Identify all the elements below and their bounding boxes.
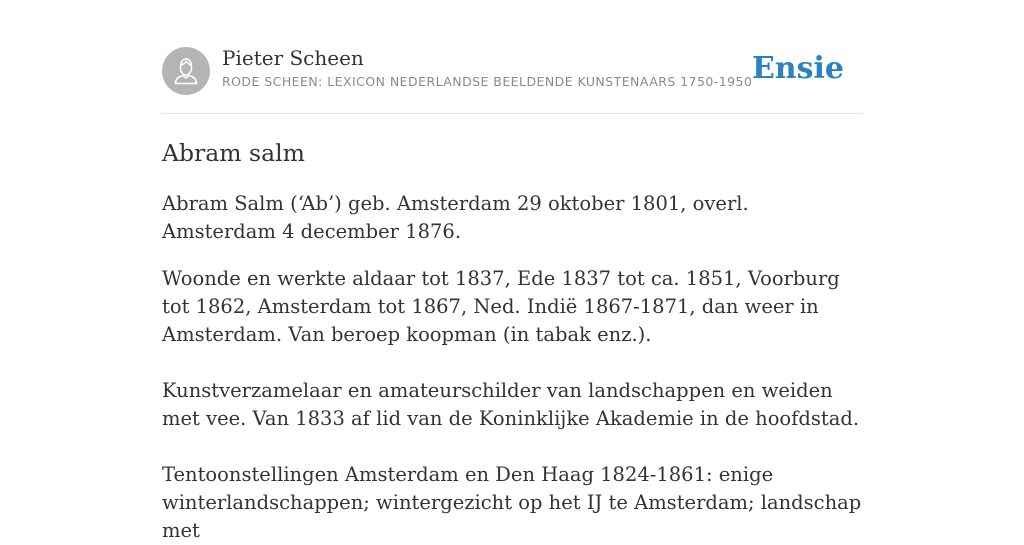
ensie-logo[interactable]: Ensie [751, 51, 844, 86]
article-title: Abram salm [162, 139, 305, 167]
article-paragraph: Abram Salm (‘Ab’) geb. Amsterdam 29 oktober 1801, overl. Amsterdam 4 december 1876. [162, 192, 749, 243]
author-avatar[interactable] [162, 47, 210, 95]
page-container [162, 0, 862, 542]
page-header [162, 0, 862, 114]
source-title[interactable]: RODE SCHEEN: LEXICON NEDERLANDSE BEELDENDE KUNSTENAARS 1750-1950 [222, 74, 753, 89]
user-silhouette-icon [162, 47, 210, 95]
author-name[interactable]: Pieter Scheen [222, 46, 364, 70]
article-paragraph: Kunstverzamelaar en amateurschilder van landschappen en weiden met vee. Van 1833 af lid van de Koninklijke Akademie in de hoofdstad. [162, 379, 860, 430]
article-paragraph: Woonde en werkte aldaar tot 1837, Ede 1837 tot ca. 1851, Voorburg tot 1862, Amsterdam tot 1867, Ned. Indië 1867-1871, dan weer in Amsterdam. Van beroep koopman (in tabak enz.). [162, 267, 840, 346]
article-body [162, 190, 862, 545]
article-paragraph: Tentoonstellingen Amsterdam en Den Haag 1824-1861: enige winterlandschappen; wintergezicht op het IJ te Amsterdam; landschap met [162, 463, 862, 542]
